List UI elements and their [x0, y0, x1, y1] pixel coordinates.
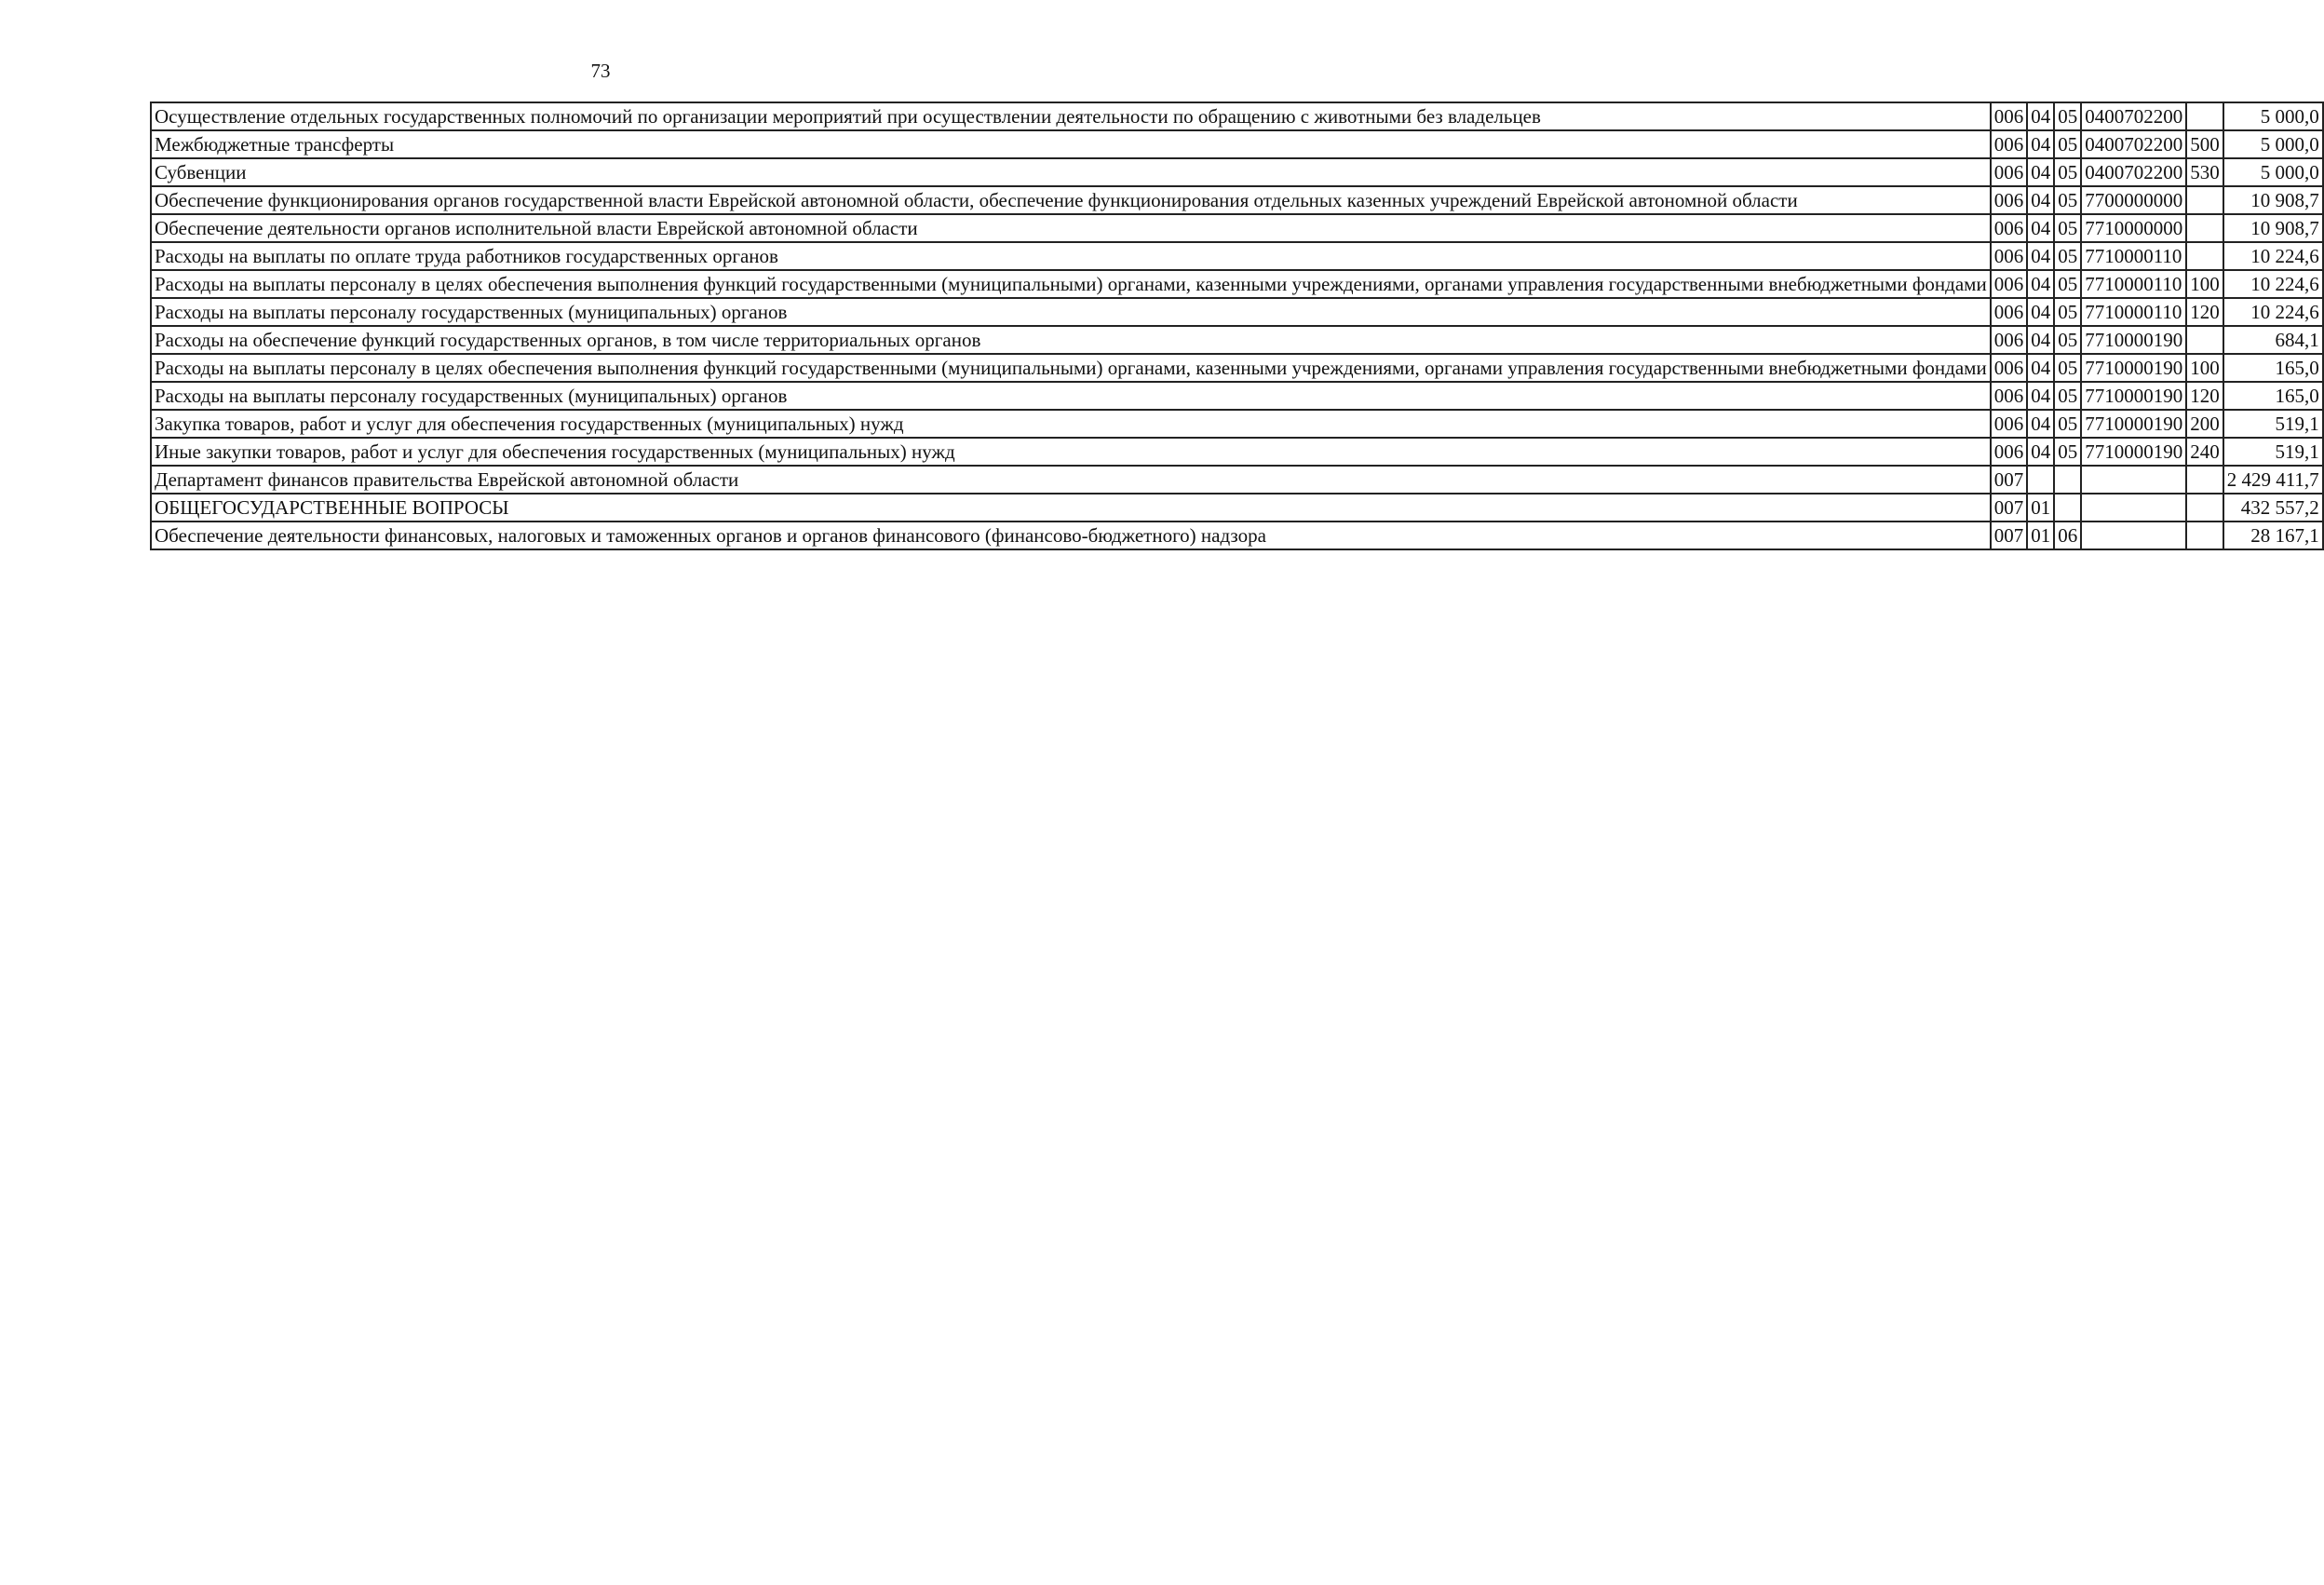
table-row: [151, 326, 2323, 354]
row-target-article: 7710000110: [2081, 242, 2186, 270]
table-row: [151, 102, 2323, 130]
row-section-code: 04: [2027, 214, 2054, 242]
table-row: [151, 214, 2323, 242]
row-expense-type: [2186, 522, 2223, 549]
row-name: ОБЩЕГОСУДАРСТВЕННЫЕ ВОПРОСЫ: [151, 494, 1991, 522]
row-ved-code: 006: [1991, 438, 2028, 466]
row-subsection-code: 05: [2054, 270, 2081, 298]
row-subsection-code: 05: [2054, 298, 2081, 326]
row-section-code: 04: [2027, 242, 2054, 270]
row-subsection-code: 06: [2054, 522, 2081, 549]
row-expense-type: [2186, 494, 2223, 522]
table-row: [151, 186, 2323, 214]
budget-table-body: [151, 102, 2323, 549]
row-section-code: 04: [2027, 130, 2054, 158]
row-ved-code: 006: [1991, 158, 2028, 186]
row-target-article: 0400702200: [2081, 158, 2186, 186]
table-row: [151, 158, 2323, 186]
row-target-article: 0400702200: [2081, 130, 2186, 158]
row-subsection-code: 05: [2054, 410, 2081, 438]
table-row: [151, 494, 2323, 522]
row-ved-code: 007: [1991, 522, 2028, 549]
row-amount: 432 557,2: [2223, 494, 2323, 522]
row-section-code: 04: [2027, 326, 2054, 354]
row-ved-code: 006: [1991, 102, 2028, 130]
row-section-code: 04: [2027, 438, 2054, 466]
row-expense-type: [2186, 242, 2223, 270]
row-subsection-code: 05: [2054, 102, 2081, 130]
row-name: Расходы на выплаты персоналу государственных (муниципальных) органов: [151, 382, 1991, 410]
table-row: [151, 354, 2323, 382]
row-name: Обеспечение деятельности органов исполнительной власти Еврейской автономной области: [151, 214, 1991, 242]
row-target-article: [2081, 466, 2186, 494]
row-ved-code: 006: [1991, 186, 2028, 214]
row-expense-type: [2186, 102, 2223, 130]
row-amount: 684,1: [2223, 326, 2323, 354]
row-ved-code: 006: [1991, 354, 2028, 382]
row-target-article: [2081, 522, 2186, 549]
row-ved-code: 006: [1991, 326, 2028, 354]
row-amount: 519,1: [2223, 438, 2323, 466]
row-section-code: 04: [2027, 410, 2054, 438]
row-expense-type: [2186, 214, 2223, 242]
row-target-article: 7700000000: [2081, 186, 2186, 214]
row-name: Межбюджетные трансферты: [151, 130, 1991, 158]
row-section-code: [2027, 466, 2054, 494]
row-ved-code: 006: [1991, 382, 2028, 410]
row-ved-code: 007: [1991, 494, 2028, 522]
row-subsection-code: 05: [2054, 354, 2081, 382]
row-name: Расходы на обеспечение функций государственных органов, в том числе территориальных органов: [151, 326, 1991, 354]
row-target-article: 0400702200: [2081, 102, 2186, 130]
row-subsection-code: 05: [2054, 438, 2081, 466]
row-amount: 10 908,7: [2223, 186, 2323, 214]
row-name: Осуществление отдельных государственных полномочий по организации мероприятий при осуществлении деятельности по обращению с животными без владельцев: [151, 102, 1991, 130]
row-expense-type: [2186, 186, 2223, 214]
row-amount: 10 224,6: [2223, 270, 2323, 298]
row-target-article: 7710000190: [2081, 326, 2186, 354]
table-row: [151, 298, 2323, 326]
row-expense-type: 200: [2186, 410, 2223, 438]
row-section-code: 01: [2027, 494, 2054, 522]
row-subsection-code: 05: [2054, 326, 2081, 354]
row-amount: 5 000,0: [2223, 130, 2323, 158]
row-name: Расходы на выплаты персоналу государственных (муниципальных) органов: [151, 298, 1991, 326]
row-section-code: 01: [2027, 522, 2054, 549]
row-name: Закупка товаров, работ и услуг для обеспечения государственных (муниципальных) нужд: [151, 410, 1991, 438]
row-ved-code: 006: [1991, 242, 2028, 270]
row-subsection-code: 05: [2054, 242, 2081, 270]
row-amount: 165,0: [2223, 382, 2323, 410]
row-section-code: 04: [2027, 354, 2054, 382]
table-row: [151, 382, 2323, 410]
row-expense-type: [2186, 326, 2223, 354]
row-ved-code: 006: [1991, 214, 2028, 242]
row-target-article: 7710000110: [2081, 270, 2186, 298]
row-name: Иные закупки товаров, работ и услуг для обеспечения государственных (муниципальных) нужд: [151, 438, 1991, 466]
row-subsection-code: 05: [2054, 158, 2081, 186]
table-row: [151, 438, 2323, 466]
row-amount: 2 429 411,7: [2223, 466, 2323, 494]
row-section-code: 04: [2027, 270, 2054, 298]
row-name: Обеспечение деятельности финансовых, налоговых и таможенных органов и органов финансового (финансово-бюджетного) надзора: [151, 522, 1991, 549]
row-subsection-code: 05: [2054, 382, 2081, 410]
page-number: 73: [590, 60, 611, 82]
row-name: Расходы на выплаты по оплате труда работников государственных органов: [151, 242, 1991, 270]
row-amount: 10 908,7: [2223, 214, 2323, 242]
row-name: Департамент финансов правительства Еврейской автономной области: [151, 466, 1991, 494]
row-section-code: 04: [2027, 158, 2054, 186]
row-name: Расходы на выплаты персоналу в целях обеспечения выполнения функций государственными (муниципальными) органами, казенными учреждениями, органами управления государственными внебюджетными фондами: [151, 270, 1991, 298]
row-name: Расходы на выплаты персоналу в целях обеспечения выполнения функций государственными (муниципальными) органами, казенными учреждениями, органами управления государственными внебюджетными фондами: [151, 354, 1991, 382]
row-name: Обеспечение функционирования органов государственной власти Еврейской автономной области, обеспечение функционирования отдельных казенных учреждений Еврейской автономной области: [151, 186, 1991, 214]
row-amount: 10 224,6: [2223, 242, 2323, 270]
row-amount: 10 224,6: [2223, 298, 2323, 326]
row-section-code: 04: [2027, 298, 2054, 326]
row-target-article: 7710000190: [2081, 354, 2186, 382]
row-ved-code: 006: [1991, 270, 2028, 298]
row-expense-type: 120: [2186, 382, 2223, 410]
row-ved-code: 006: [1991, 298, 2028, 326]
row-subsection-code: [2054, 494, 2081, 522]
row-amount: 165,0: [2223, 354, 2323, 382]
row-target-article: 7710000190: [2081, 438, 2186, 466]
budget-table: [150, 102, 2324, 550]
row-amount: 5 000,0: [2223, 158, 2323, 186]
row-expense-type: 100: [2186, 354, 2223, 382]
row-ved-code: 006: [1991, 410, 2028, 438]
row-ved-code: 007: [1991, 466, 2028, 494]
row-subsection-code: [2054, 466, 2081, 494]
row-expense-type: 530: [2186, 158, 2223, 186]
row-subsection-code: 05: [2054, 214, 2081, 242]
row-expense-type: 500: [2186, 130, 2223, 158]
table-row: [151, 410, 2323, 438]
table-row: [151, 270, 2323, 298]
row-expense-type: 240: [2186, 438, 2223, 466]
table-row: [151, 130, 2323, 158]
row-section-code: 04: [2027, 102, 2054, 130]
row-target-article: 7710000190: [2081, 382, 2186, 410]
row-target-article: 7710000000: [2081, 214, 2186, 242]
table-row: [151, 522, 2323, 549]
row-expense-type: 120: [2186, 298, 2223, 326]
row-expense-type: 100: [2186, 270, 2223, 298]
row-target-article: 7710000110: [2081, 298, 2186, 326]
row-amount: 28 167,1: [2223, 522, 2323, 549]
row-target-article: 7710000190: [2081, 410, 2186, 438]
row-name: Субвенции: [151, 158, 1991, 186]
row-target-article: [2081, 494, 2186, 522]
table-row: [151, 242, 2323, 270]
row-section-code: 04: [2027, 382, 2054, 410]
row-section-code: 04: [2027, 186, 2054, 214]
row-amount: 5 000,0: [2223, 102, 2323, 130]
row-subsection-code: 05: [2054, 130, 2081, 158]
row-expense-type: [2186, 466, 2223, 494]
row-amount: 519,1: [2223, 410, 2323, 438]
row-subsection-code: 05: [2054, 186, 2081, 214]
table-row: [151, 466, 2323, 494]
row-ved-code: 006: [1991, 130, 2028, 158]
